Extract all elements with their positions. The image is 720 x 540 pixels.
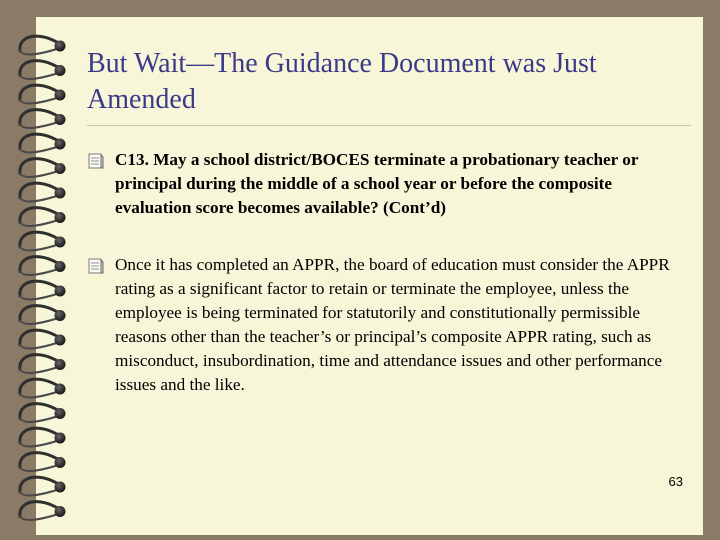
binding-hole [55,359,66,370]
spiral-ring-lower [20,244,60,251]
spiral-ring-lower [20,122,60,129]
spiral-ring-lower [20,416,60,423]
spiral-ring [20,428,60,443]
bullet-text: Once it has completed an APPR, the board of education must consider the APPR rating as a significant factor to retain or terminate the employee, unless the employee is being terminated for statutorily and constitutionally permissible reasons other than the teacher’s or principal’s composite APPR rating, such as misconduct, insubordination, time and attendance issues and other performance issues and the like. [115,255,670,394]
binding-hole [55,384,66,395]
binding-hole [55,65,66,76]
notebook-page [36,17,703,535]
spiral-binding [0,0,80,540]
spiral-ring-lower [20,440,60,447]
page-number: 63 [668,474,683,489]
spiral-ring [20,355,60,370]
spiral-ring [20,61,60,76]
spiral-ring [20,477,60,492]
spiral-ring [20,404,60,419]
bullet-item [87,253,687,397]
spiral-ring-lower [20,489,60,496]
binding-hole [55,139,66,150]
spiral-ring [20,208,60,223]
binding-hole [55,482,66,493]
spiral-ring [20,36,60,51]
binding-hole [55,163,66,174]
spiral-ring [20,281,60,296]
slide-title: But Wait—The Guidance Document was Just Amended [87,48,597,115]
spiral-ring [20,330,60,345]
spiral-ring [20,159,60,174]
binding-hole [55,335,66,346]
notepad-icon [87,148,115,175]
bullet-item [87,148,687,220]
binding-hole [55,41,66,52]
binding-hole [55,457,66,468]
binding-hole [55,188,66,199]
spiral-ring-lower [20,48,60,55]
spiral-ring-lower [20,367,60,374]
bullet-text: C13. May a school district/BOCES terminate a probationary teacher or principal during the middle of a school year or before the composite evaluation score becomes available? (Cont’d) [115,150,639,217]
spiral-ring-lower [20,97,60,104]
binding-hole [55,261,66,272]
binding-hole [55,433,66,444]
spiral-ring-lower [20,171,60,178]
spiral-ring [20,232,60,247]
title-divider [87,125,691,126]
spiral-ring-lower [20,465,60,472]
spiral-ring-lower [20,146,60,153]
binding-hole [55,286,66,297]
spiral-ring [20,502,60,517]
spiral-ring [20,257,60,272]
spiral-ring [20,306,60,321]
spiral-ring [20,85,60,100]
spiral-ring-lower [20,342,60,349]
spiral-ring-lower [20,318,60,325]
binding-hole [55,506,66,517]
spiral-ring [20,183,60,198]
spiral-ring-lower [20,269,60,276]
spiral-ring-lower [20,195,60,202]
binding-hole [55,212,66,223]
notepad-icon [87,253,115,280]
binding-hole [55,408,66,419]
spiral-ring [20,134,60,149]
spiral-ring-lower [20,73,60,80]
binding-hole [55,237,66,248]
spiral-ring [20,379,60,394]
spiral-ring [20,110,60,125]
spiral-ring-lower [20,220,60,227]
spiral-ring-lower [20,293,60,300]
binding-hole [55,310,66,321]
binding-hole [55,90,66,101]
spiral-ring-lower [20,391,60,398]
spiral-ring [20,453,60,468]
spiral-ring-lower [20,514,60,521]
binding-hole [55,114,66,125]
